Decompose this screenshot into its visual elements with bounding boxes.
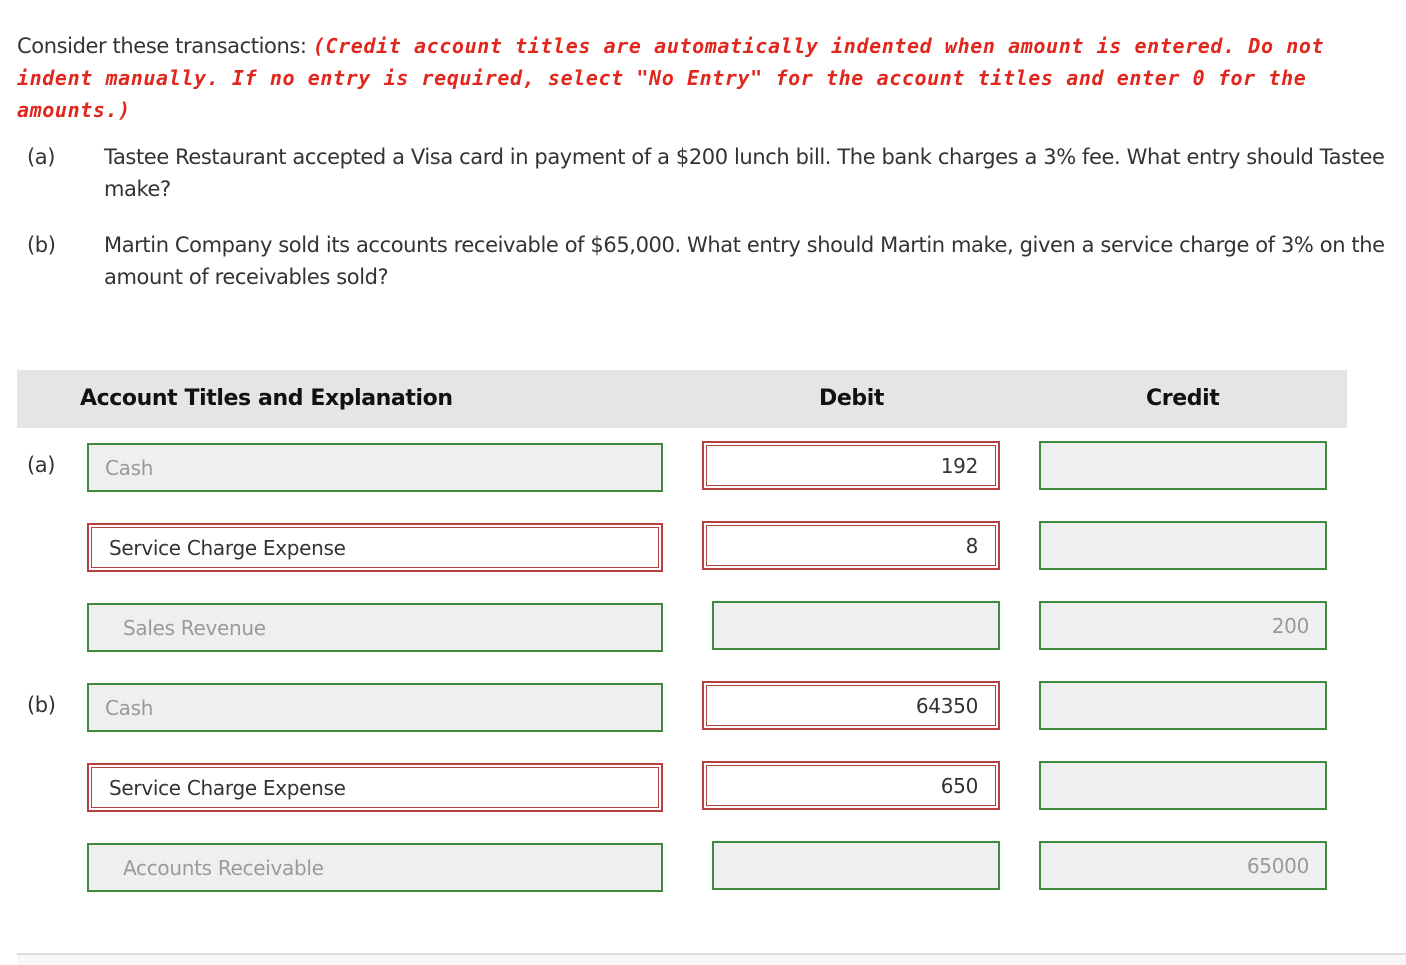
- account-field[interactable]: Sales Revenue: [87, 603, 663, 652]
- debit-field[interactable]: 192: [702, 441, 1000, 490]
- bottom-panel-edge: [17, 953, 1406, 965]
- debit-field[interactable]: [712, 841, 1000, 890]
- credit-field[interactable]: 200: [1039, 601, 1327, 650]
- entry-b-label: (b): [27, 693, 56, 717]
- account-field[interactable]: Service Charge Expense: [87, 763, 663, 812]
- debit-field[interactable]: 650: [702, 761, 1000, 810]
- entry-a-label: (a): [27, 453, 56, 477]
- instructions-paragraph: [17, 30, 1387, 126]
- question-a-text: Tastee Restaurant accepted a Visa card in payment of a $200 lunch bill. The bank charges a 3% fee. What entry should Tastee make?: [104, 145, 1385, 201]
- account-field[interactable]: Service Charge Expense: [87, 523, 663, 572]
- header-credit: Credit: [1146, 386, 1220, 411]
- intro-prefix: Consider these transactions:: [17, 34, 313, 58]
- question-b-text: Martin Company sold its accounts receivable of $65,000. What entry should Martin make, given a service charge of 3% on the amount of receivables sold?: [104, 233, 1385, 289]
- header-account-titles: Account Titles and Explanation: [80, 386, 453, 411]
- account-field[interactable]: Accounts Receivable: [87, 843, 663, 892]
- credit-field[interactable]: 65000: [1039, 841, 1327, 890]
- debit-field[interactable]: 8: [702, 521, 1000, 570]
- debit-field[interactable]: [712, 601, 1000, 650]
- credit-field[interactable]: [1039, 441, 1327, 490]
- question-b-label: (b): [27, 233, 56, 257]
- journal-table-header: [17, 370, 1347, 428]
- question-a-label: (a): [27, 145, 56, 169]
- intro-instructions: (Credit account titles are automatically indented when amount is entered. Do not indent manually. If no entry is required, select "No Entry" for the account titles and enter 0 for the amounts.): [17, 34, 1325, 122]
- credit-field[interactable]: [1039, 681, 1327, 730]
- credit-field[interactable]: [1039, 761, 1327, 810]
- account-field[interactable]: Cash: [87, 443, 663, 492]
- debit-field[interactable]: 64350: [702, 681, 1000, 730]
- header-debit: Debit: [819, 386, 884, 411]
- account-field[interactable]: Cash: [87, 683, 663, 732]
- credit-field[interactable]: [1039, 521, 1327, 570]
